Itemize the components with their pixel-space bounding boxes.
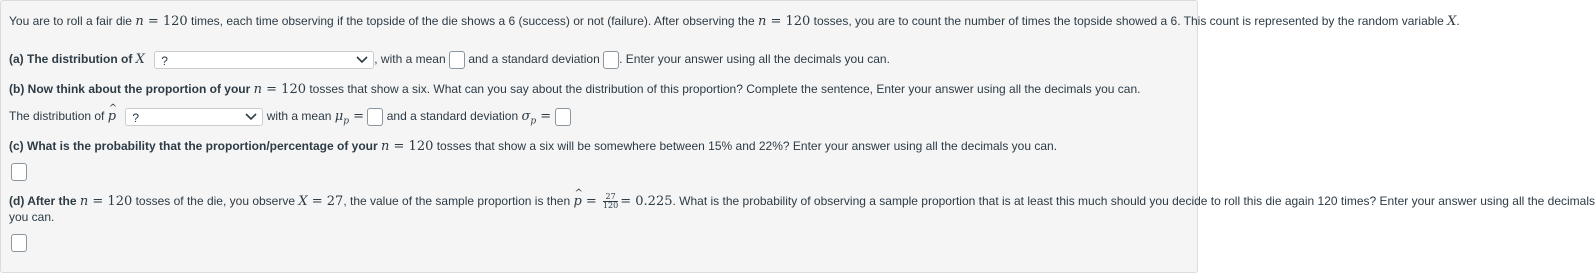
distribution-select-b[interactable]: ? — [125, 108, 263, 126]
fraction: $\frac{27}{120}$ — [602, 192, 619, 211]
chevron-down-icon — [355, 52, 369, 68]
part-b-row: The distribution of ^ p ? with a mean $\mu_p$ = and a standard deviation $\sigma_p$ = — [9, 108, 571, 130]
part-c-text: (c) What is the probability that the proportion/percentage of your n = 120 tosses that show a six will be somewhere between 15% and 22%? Enter your answer using all the decimals you can. — [9, 139, 1058, 154]
mean-input-a[interactable] — [449, 51, 465, 69]
part-d-text: (d) After the n = 120 tosses of the die, you observe X = 27, the value of the sample proportion is then ^ p = $\frac{27}{120}$ = 0.225. What is the probability of observing a sample proportion that is at least this much should you decide to roll this die again 120 times? Enter your answer using all the decimals — [9, 193, 1595, 210]
chevron-down-icon — [244, 109, 258, 125]
mean-input-b[interactable] — [367, 108, 383, 126]
sd-input-a[interactable] — [603, 51, 619, 69]
sd-input-b[interactable] — [555, 108, 571, 126]
distribution-select-a[interactable]: ? — [154, 51, 374, 69]
probability-input-c[interactable] — [11, 163, 27, 181]
probability-input-d[interactable] — [11, 234, 27, 252]
part-a-row: (a) The distribution of X ? , with a mean and a standard deviation . Enter your answer using all the decimals you can. — [9, 52, 890, 68]
part-b-text: (b) Now think about the proportion of your n = 120 tosses that show a six. What can you say about the distribution of this proportion? Complete the sentence, Enter your answer using all the decimals you can. — [9, 82, 1141, 97]
intro-text: You are to roll a fair die n = 120 times, each time observing if the topside of the die shows a 6 (success) or not (failure). After observing the n = 120 tosses, you are to count the number of times the topside showed a 6. This count is represented by the random variable X. — [9, 14, 1460, 29]
part-d-text-cont: you can. — [9, 210, 55, 224]
